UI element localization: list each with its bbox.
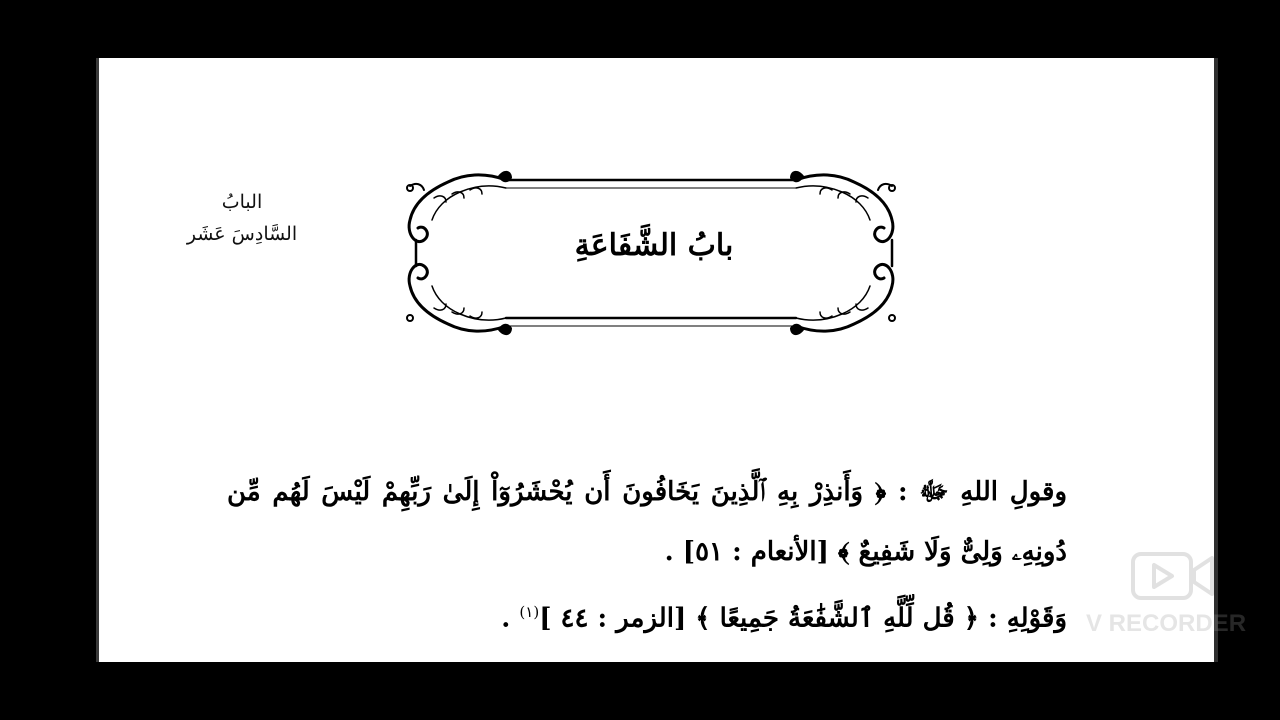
document-page [99, 58, 1216, 662]
paragraph-1: وقولِ اللهِ ﷻ : ﴿ وَأَنذِرْ بِهِ ٱلَّذِينَ يَخَافُونَ أَن يُحْشَرُوٓاْ إِلَىٰ رَبِّهِمْ لَيْسَ لَهُم مِّن دُونِهِۦ وَلِىٌّ وَلَا شَفِيعٌ ﴾ [الأنعام : ٥١] . [227, 477, 1067, 567]
title-frame [394, 158, 914, 348]
chapter-label-line1: البابُ [221, 191, 263, 213]
chapter-title: بابُ الشَّفَاعَةِ [574, 228, 734, 263]
watermark-text: V RECORDER [1086, 610, 1247, 637]
video-play-icon [1130, 548, 1216, 604]
paragraph-2-text: وَقَوْلِهِ : ﴿ قُل لِّلَّهِ ٱلشَّفَٰعَةُ جَمِيعًا ﴾ [الزمر : ٤٤ ] [539, 603, 1067, 634]
chapter-label-line2: السَّادِسَ عَشَر [186, 223, 298, 245]
footnote-reference: (١) [519, 603, 540, 621]
recorder-watermark [1086, 548, 1247, 648]
chapter-label [177, 186, 307, 250]
paragraph-2-end: . [501, 603, 520, 634]
paragraph-2 [227, 582, 1067, 649]
body-text [227, 462, 1067, 649]
